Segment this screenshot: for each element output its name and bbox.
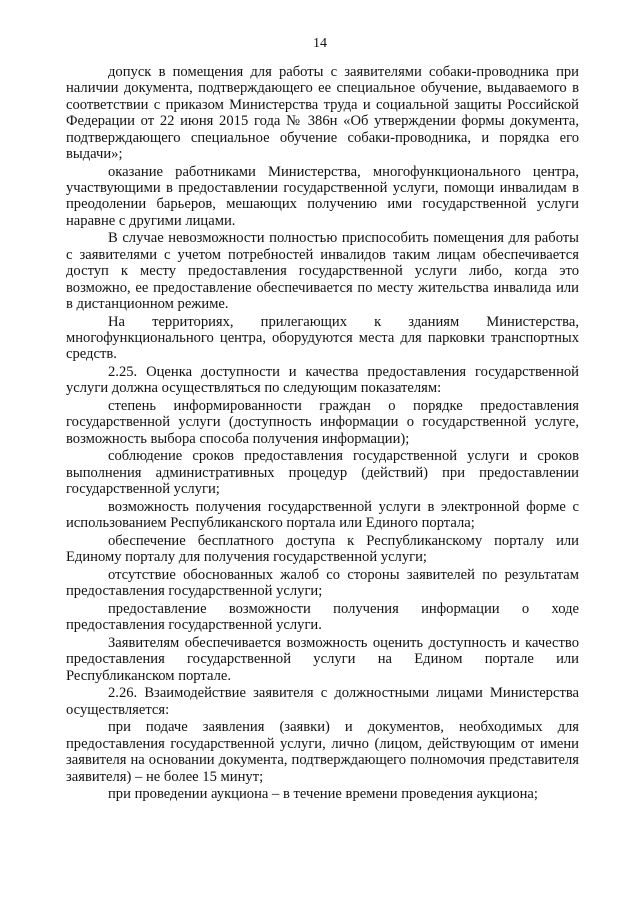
paragraph: 2.25. Оценка доступности и качества предоставления государственной услуги должна осуществляться по следующим показателям:	[66, 364, 579, 397]
paragraph: оказание работниками Министерства, многофункционального центра, участвующими в предоставлении государственной услуги, помощи инвалидам в преодолении барьеров, мешающих получению ими государственной услуги наравне с другими лицами.	[66, 163, 579, 229]
paragraph: возможность получения государственной услуги в электронной форме с использованием Республиканского портала или Единого портала;	[66, 498, 579, 532]
page-number: 14	[313, 36, 327, 51]
paragraph: отсутствие обоснованных жалоб со стороны заявителей по результатам предоставления государственной услуги;	[66, 566, 579, 600]
paragraph: Заявителям обеспечивается возможность оценить доступность и качество предоставления государственной услуги на Едином портале или Республиканском портале.	[66, 634, 579, 684]
paragraph: В случае невозможности полностью приспособить помещения для работы с заявителями с учетом потребностей инвалидов таким лицам обеспечивается доступ к месту предоставления государственной услуги либо, когда это возможно, ее предоставление обеспечивается по месту жительства инвалида или в дистанционном режиме.	[66, 230, 579, 313]
paragraph: На территориях, прилегающих к зданиям Министерства, многофункционального центра, оборудуются места для парковки транспортных средств.	[66, 313, 579, 363]
paragraph: степень информированности граждан о порядке предоставления государственной услуги (доступность информации о государственной услуге, возможность выбора способа получения информации);	[66, 398, 579, 447]
paragraph: при проведении аукциона – в течение времени проведения аукциона;	[108, 786, 538, 803]
paragraph: соблюдение сроков предоставления государственной услуги и сроков выполнения административных процедур (действий) при предоставлении государственной услуги;	[66, 448, 579, 498]
paragraph: обеспечение бесплатного доступа к Республиканскому порталу или Единому порталу для получения государственной услуги;	[66, 532, 579, 566]
paragraph: 2.26. Взаимодействие заявителя с должностными лицами Министерства осуществляется:	[66, 685, 579, 718]
paragraph: предоставление возможности получения информации о ходе предоставления государственной услуги.	[66, 600, 579, 634]
document-body	[66, 64, 579, 804]
paragraph: допуск в помещения для работы с заявителями собаки-проводника при наличии документа, подтверждающего ее специальное обучение, выдаваемого в соответствии с приказом Министерства труда и социальной защиты Российской Федерации от 22 июня 2015 года № 386н «Об утверждении формы документа, подтверждающего специальное обучение собаки-проводника, и порядка его выдачи»;	[66, 64, 579, 163]
paragraph: при подаче заявления (заявки) и документов, необходимых для предоставления государственной услуги, лично (лицом, действующим от имени заявителя на основании документа, подтверждающего полномочия представителя заявителя) – не более 15 минут;	[66, 719, 579, 785]
